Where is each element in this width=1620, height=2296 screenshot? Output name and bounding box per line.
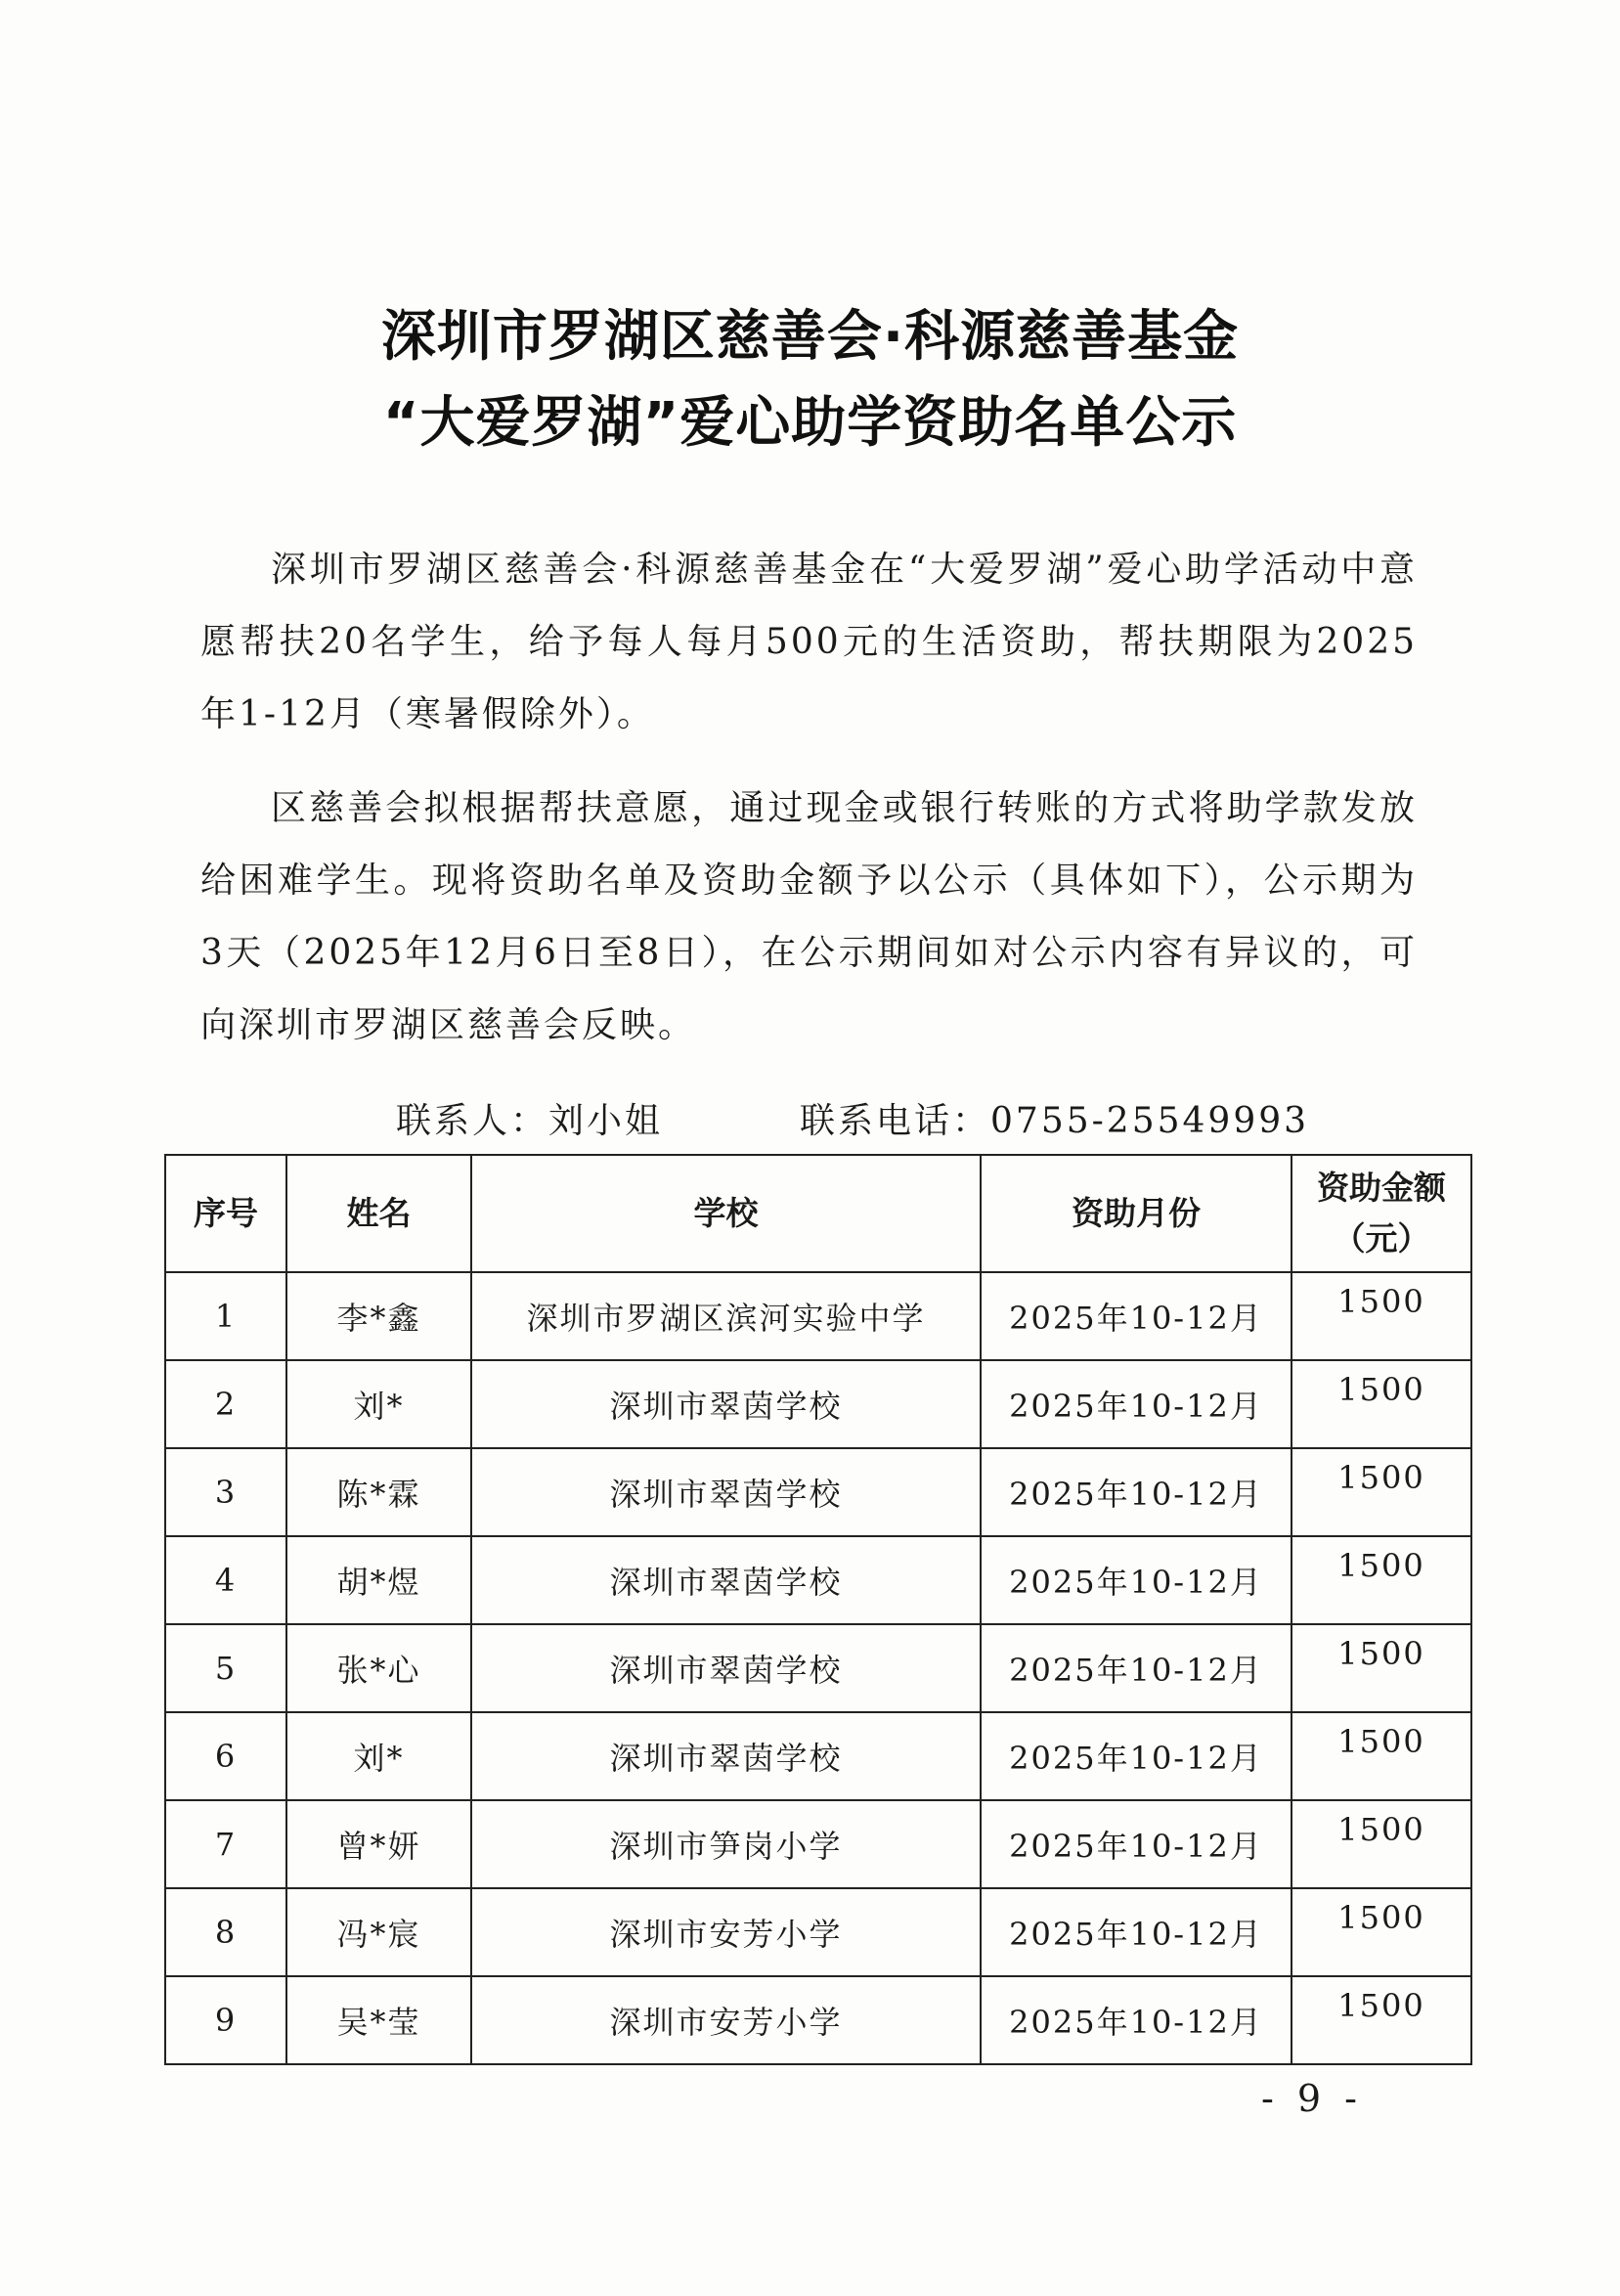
funding-list-table bbox=[164, 1154, 1472, 2065]
cell-amount: 1500 bbox=[1292, 1712, 1471, 1800]
cell-name: 冯*宸 bbox=[286, 1888, 471, 1976]
header-index: 序号 bbox=[165, 1155, 286, 1272]
cell-index: 5 bbox=[165, 1624, 286, 1712]
header-months: 资助月份 bbox=[981, 1155, 1292, 1272]
cell-index: 6 bbox=[165, 1712, 286, 1800]
cell-index: 4 bbox=[165, 1536, 286, 1624]
cell-name: 曾*妍 bbox=[286, 1800, 471, 1888]
table-row bbox=[165, 1272, 1471, 1360]
cell-school: 深圳市笋岗小学 bbox=[471, 1800, 981, 1888]
cell-school: 深圳市翠茵学校 bbox=[471, 1712, 981, 1800]
cell-name: 张*心 bbox=[286, 1624, 471, 1712]
cell-name: 吴*莹 bbox=[286, 1976, 471, 2064]
cell-amount: 1500 bbox=[1292, 1800, 1471, 1888]
header-amount-line1: 资助金额 bbox=[1317, 1169, 1446, 1207]
table-body bbox=[165, 1272, 1471, 2064]
header-amount-line2: （元） bbox=[1333, 1219, 1430, 1258]
document-title-line1: 深圳市罗湖区慈善会·科源慈善基金 bbox=[380, 305, 1240, 369]
cell-name: 胡*煜 bbox=[286, 1536, 471, 1624]
table-row bbox=[165, 1888, 1471, 1976]
contact-line bbox=[396, 1093, 1309, 1143]
table-row bbox=[165, 1624, 1471, 1712]
header-amount bbox=[1292, 1155, 1471, 1272]
intro-paragraph: 深圳市罗湖区慈善会·科源慈善基金在“大爱罗湖”爱心助学活动中意愿帮扶20名学生，给予每人每月500元的生活资助，帮扶期限为2025年1-12月（寒暑假除外）。 bbox=[200, 550, 1418, 734]
header-name: 姓名 bbox=[286, 1155, 471, 1272]
page-number: - 9 - bbox=[1261, 2077, 1364, 2120]
cell-school: 深圳市罗湖区滨河实验中学 bbox=[471, 1272, 981, 1360]
cell-months: 2025年10-12月 bbox=[981, 1360, 1292, 1448]
document-title-line2: “大爱罗湖”爱心助学资助名单公示 bbox=[382, 391, 1238, 455]
cell-amount: 1500 bbox=[1292, 1360, 1471, 1448]
cell-months: 2025年10-12月 bbox=[981, 1536, 1292, 1624]
table-row bbox=[165, 1712, 1471, 1800]
cell-months: 2025年10-12月 bbox=[981, 1888, 1292, 1976]
table-row bbox=[165, 1800, 1471, 1888]
cell-index: 8 bbox=[165, 1888, 286, 1976]
cell-school: 深圳市安芳小学 bbox=[471, 1976, 981, 2064]
cell-index: 1 bbox=[165, 1272, 286, 1360]
cell-amount: 1500 bbox=[1292, 1624, 1471, 1712]
table-row bbox=[165, 1536, 1471, 1624]
cell-index: 9 bbox=[165, 1976, 286, 2064]
cell-index: 7 bbox=[165, 1800, 286, 1888]
cell-name: 刘* bbox=[286, 1712, 471, 1800]
cell-index: 2 bbox=[165, 1360, 286, 1448]
cell-school: 深圳市翠茵学校 bbox=[471, 1448, 981, 1536]
header-school: 学校 bbox=[471, 1155, 981, 1272]
cell-amount: 1500 bbox=[1292, 1272, 1471, 1360]
cell-months: 2025年10-12月 bbox=[981, 1448, 1292, 1536]
cell-name: 刘* bbox=[286, 1360, 471, 1448]
contact-phone: 联系电话：0755-25549993 bbox=[800, 1101, 1310, 1141]
table-header-row bbox=[165, 1155, 1471, 1272]
notice-paragraph: 区慈善会拟根据帮扶意愿，通过现金或银行转账的方式将助学款发放给困难学生。现将资助名单及资助金额予以公示（具体如下），公示期为3天（2025年12月6日至8日），在公示期间如对公示内容有异议的，可向深圳市罗湖区慈善会反映。 bbox=[200, 788, 1418, 1045]
cell-months: 2025年10-12月 bbox=[981, 1976, 1292, 2064]
cell-months: 2025年10-12月 bbox=[981, 1800, 1292, 1888]
cell-school: 深圳市翠茵学校 bbox=[471, 1536, 981, 1624]
table-row bbox=[165, 1976, 1471, 2064]
cell-months: 2025年10-12月 bbox=[981, 1712, 1292, 1800]
cell-amount: 1500 bbox=[1292, 1888, 1471, 1976]
cell-amount: 1500 bbox=[1292, 1448, 1471, 1536]
table-row bbox=[165, 1448, 1471, 1536]
cell-amount: 1500 bbox=[1292, 1976, 1471, 2064]
cell-index: 3 bbox=[165, 1448, 286, 1536]
cell-months: 2025年10-12月 bbox=[981, 1272, 1292, 1360]
cell-name: 陈*霖 bbox=[286, 1448, 471, 1536]
table-row bbox=[165, 1360, 1471, 1448]
contact-person: 联系人：刘小姐 bbox=[396, 1101, 664, 1141]
cell-school: 深圳市翠茵学校 bbox=[471, 1360, 981, 1448]
cell-amount: 1500 bbox=[1292, 1536, 1471, 1624]
cell-school: 深圳市安芳小学 bbox=[471, 1888, 981, 1976]
cell-school: 深圳市翠茵学校 bbox=[471, 1624, 981, 1712]
cell-months: 2025年10-12月 bbox=[981, 1624, 1292, 1712]
cell-name: 李*鑫 bbox=[286, 1272, 471, 1360]
